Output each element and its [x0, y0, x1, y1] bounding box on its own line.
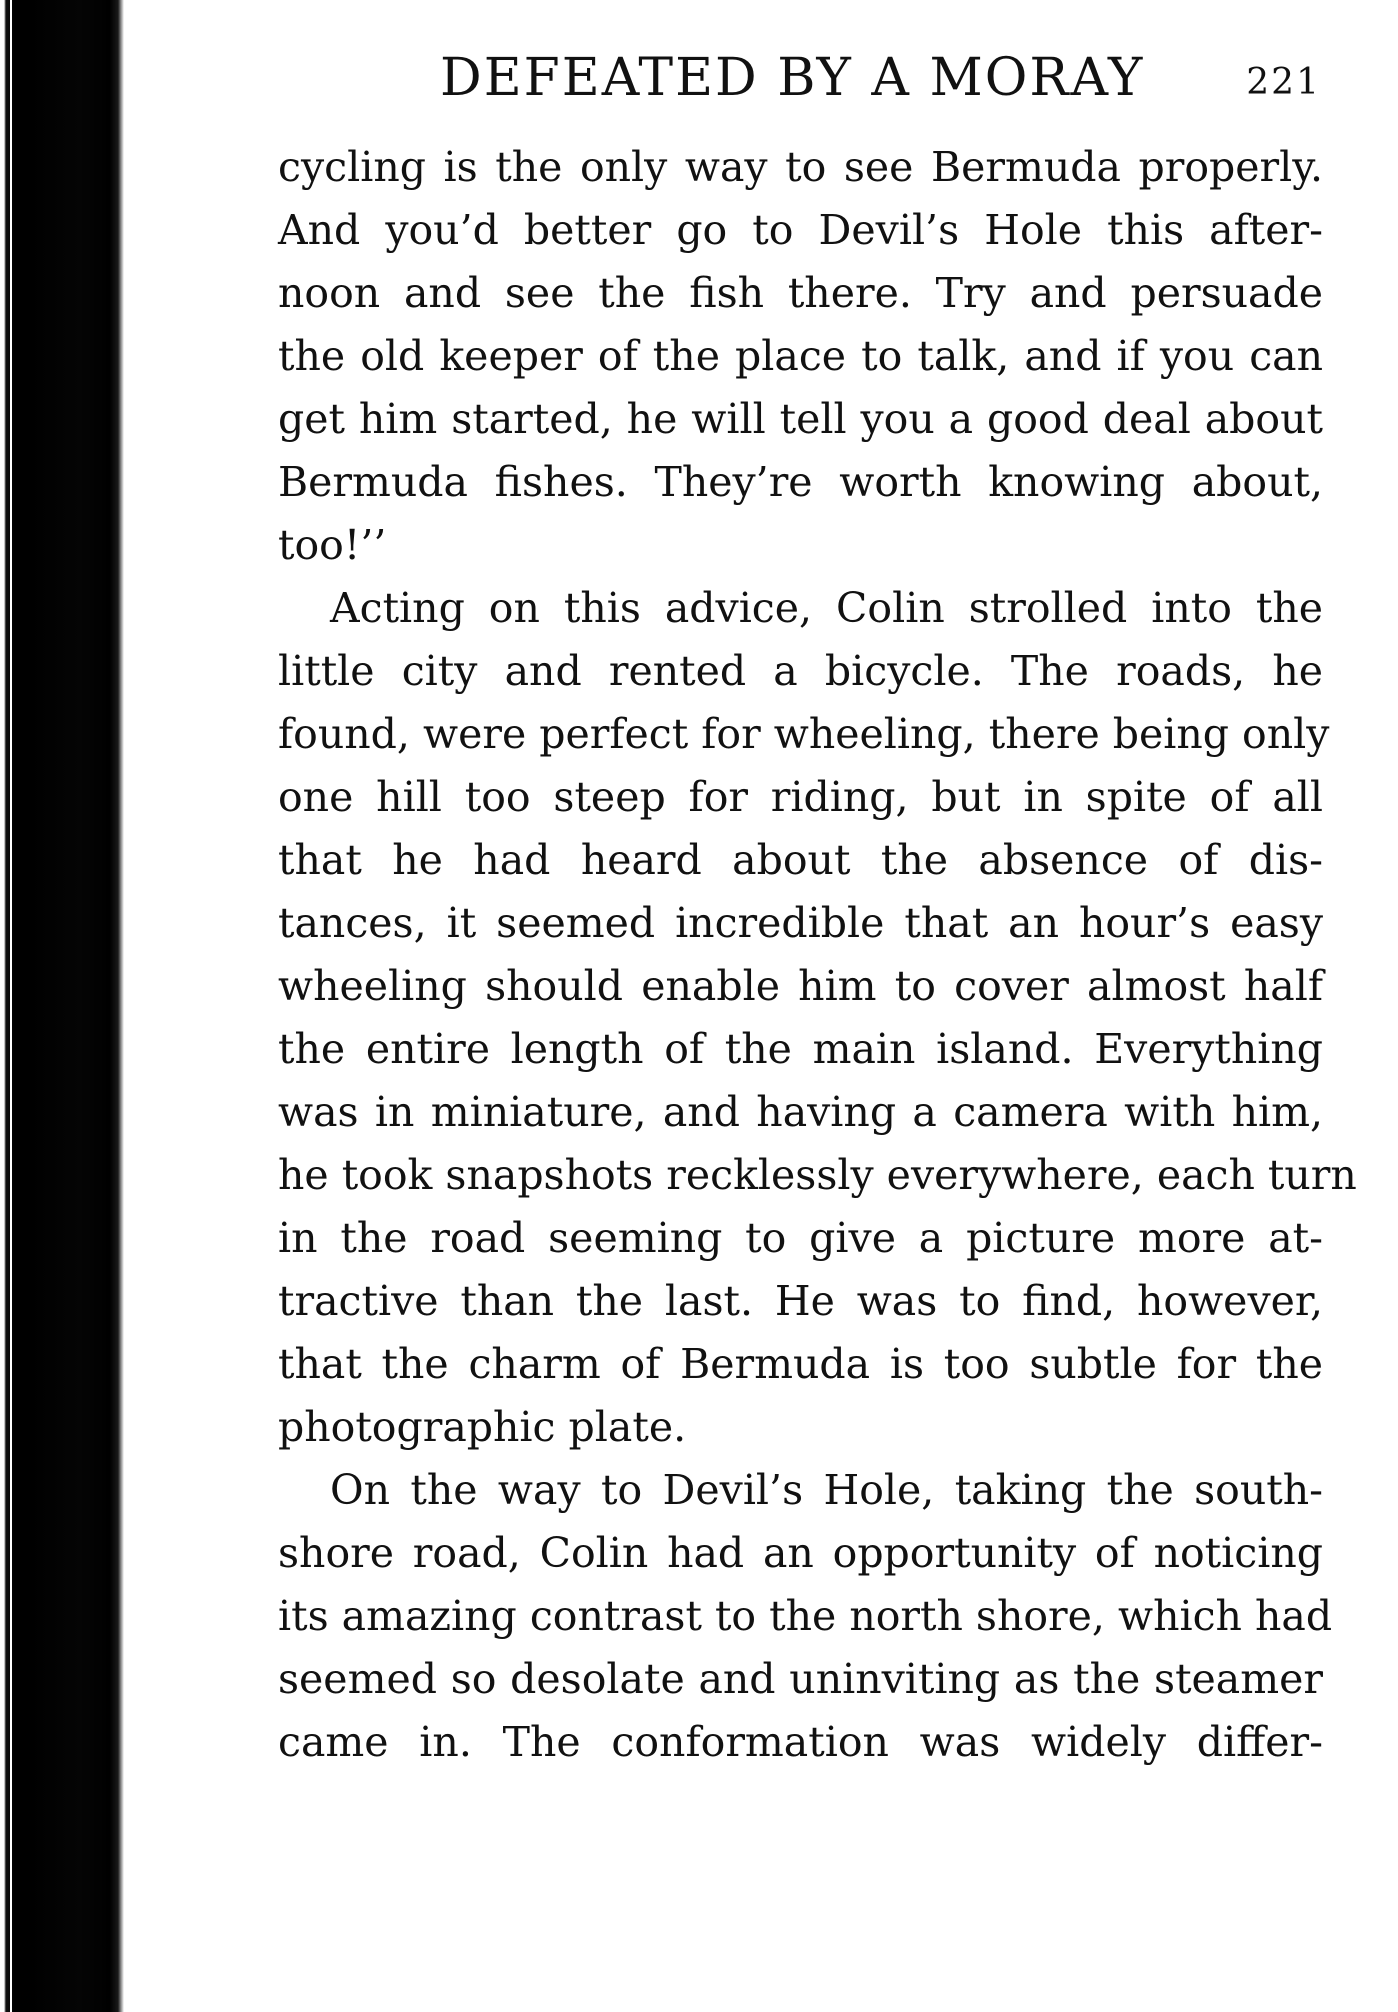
paragraph-3	[278, 1459, 1333, 1774]
text-line: Bermuda fishes. They’re worth knowing about,	[278, 458, 1323, 506]
text-line: the entire length of the main island. Everything	[278, 1025, 1323, 1073]
text-line: photographic plate.	[278, 1403, 687, 1451]
text-line: its amazing contrast to the north shore, which had	[278, 1592, 1333, 1640]
text-line: that the charm of Bermuda is too subtle for the	[278, 1340, 1323, 1388]
text-line: shore road, Colin had an opportunity of noticing	[278, 1529, 1323, 1577]
text-line: came in. The conformation was widely differ-	[278, 1718, 1323, 1766]
text-line: cycling is the only way to see Bermuda properly.	[278, 143, 1323, 191]
book-gutter-shadow	[0, 0, 125, 2012]
text-line: tances, it seemed incredible that an hour’s easy	[278, 899, 1323, 947]
text-line: he took snapshots recklessly everywhere, each turn	[278, 1151, 1357, 1199]
paragraph-1	[278, 136, 1323, 577]
text-line: wheeling should enable him to cover almost half	[278, 962, 1323, 1010]
text-line: little city and rented a bicycle. The roads, he	[278, 647, 1323, 695]
text-line: that he had heard about the absence of dis-	[278, 836, 1323, 884]
text-line: tractive than the last. He was to find, however,	[278, 1277, 1323, 1325]
text-line: too!’’	[278, 521, 387, 569]
text-line: was in miniature, and having a camera with him,	[278, 1088, 1323, 1136]
text-line: get him started, he will tell you a good deal about	[278, 395, 1323, 443]
text-line: noon and see the fish there. Try and persuade	[278, 269, 1323, 317]
page-number: 221	[1246, 62, 1321, 103]
book-page	[278, 40, 1357, 1774]
text-line: seemed so desolate and uninviting as the steamer	[278, 1655, 1323, 1703]
paragraph-2	[278, 577, 1357, 1459]
text-line: in the road seeming to give a picture more at-	[278, 1214, 1323, 1262]
text-line: And you’d better go to Devil’s Hole this after-	[278, 206, 1323, 254]
running-head	[278, 40, 1323, 120]
text-line: the old keeper of the place to talk, and if you can	[278, 332, 1323, 380]
running-title: DEFEATED BY A MORAY	[440, 48, 1145, 108]
text-line: found, were perfect for wheeling, there being only	[278, 710, 1330, 758]
text-line: On the way to Devil’s Hole, taking the south-	[330, 1466, 1323, 1514]
text-line: Acting on this advice, Colin strolled into the	[330, 584, 1323, 632]
body-text	[278, 136, 1357, 1774]
page-edge-line	[10, 0, 12, 2012]
text-line: one hill too steep for riding, but in spite of all	[278, 773, 1323, 821]
